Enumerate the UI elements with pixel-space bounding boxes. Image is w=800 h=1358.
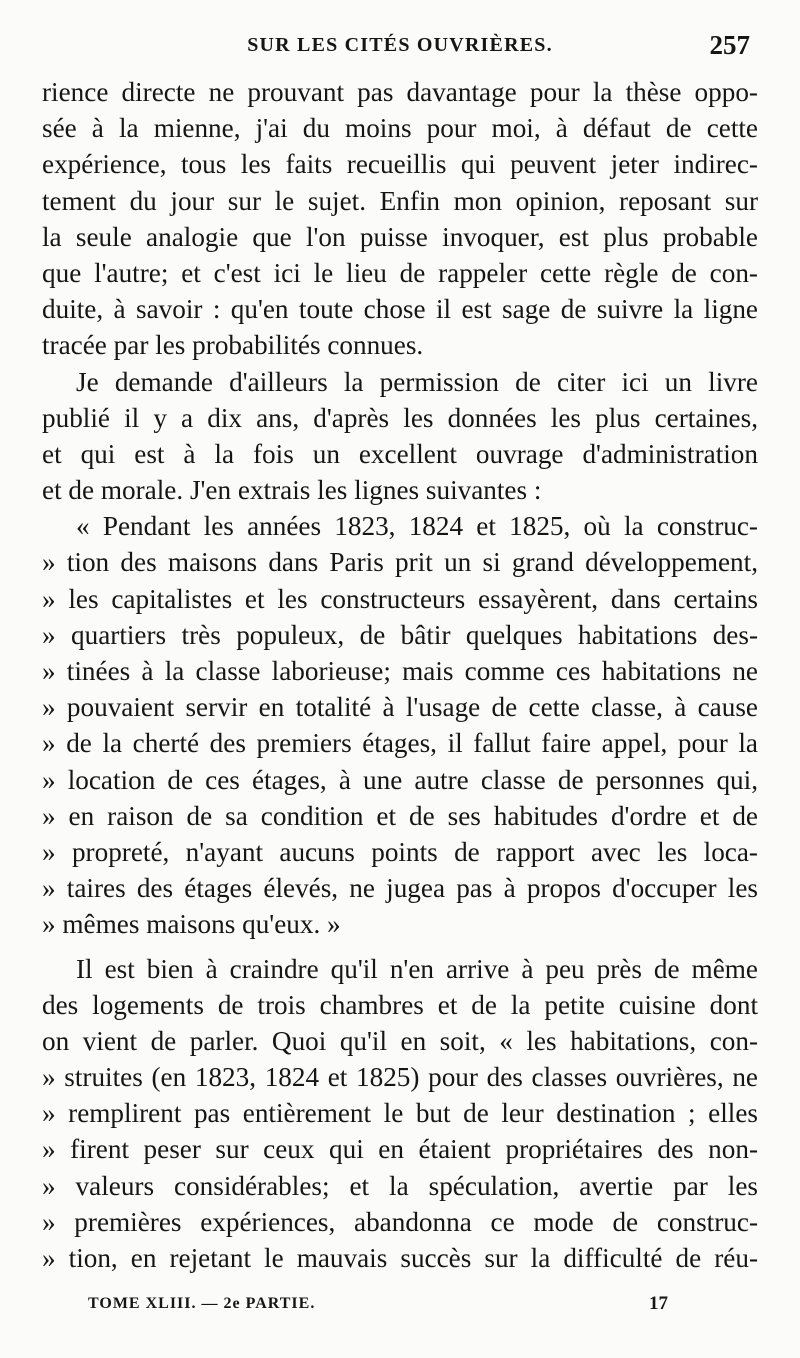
- running-title: SUR LES CITÉS OUVRIÈRES.: [247, 34, 553, 56]
- text-line: et de morale. J'en extrais les lignes suivantes :: [42, 475, 542, 506]
- text-line: et qui est à la fois un excellent ouvrage d'administration: [42, 438, 758, 469]
- text-line: expérience, tous les faits recueillis qui peuvent jeter indirec-: [42, 149, 758, 180]
- quote-line: « Pendant les années 1823, 1824 et 1825, où la construc-: [76, 511, 758, 542]
- text-line: Je demande d'ailleurs la permission de citer ici un livre: [76, 366, 758, 397]
- text-line: sée à la mienne, j'ai du moins pour moi, à défaut de cette: [42, 113, 758, 144]
- quote-line: » propreté, n'ayant aucuns points de rapport avec les loca-: [42, 836, 758, 867]
- text-line: duite, à savoir : qu'en toute chose il est sage de suivre la ligne: [42, 294, 758, 325]
- signature-number: 17: [649, 1293, 668, 1314]
- quote-line: » tion des maisons dans Paris prit un si grand développement,: [42, 547, 758, 578]
- quote-line: » de la cherté des premiers étages, il fallut faire appel, pour la: [42, 728, 758, 759]
- quote-line: » struites (en 1823, 1824 et 1825) pour des classes ouvrières, ne: [42, 1062, 758, 1093]
- text-line: Il est bien à craindre qu'il n'en arrive à peu près de même: [76, 953, 758, 984]
- quote-line: » location de ces étages, à une autre classe de personnes qui,: [42, 764, 758, 795]
- quote-line: » tion, en rejetant le mauvais succès sur la difficulté de réu-: [42, 1243, 758, 1273]
- quote-line: » premières expériences, abandonna ce mode de construc-: [42, 1206, 758, 1237]
- quote-line: » pouvaient servir en totalité à l'usage de cette classe, à cause: [42, 692, 758, 723]
- page-header: [0, 30, 800, 70]
- text-line: des logements de trois chambres et de la petite cuisine dont: [42, 989, 758, 1020]
- quote-line: » taires des étages élevés, ne jugea pas à propos d'occuper les: [42, 873, 758, 904]
- text-line: publié il y a dix ans, d'après les données les plus certaines,: [42, 402, 758, 433]
- quote-line: » les capitalistes et les constructeurs essayèrent, dans certains: [42, 583, 758, 614]
- body-text: [42, 74, 758, 1276]
- text-line: rience directe ne prouvant pas davantage pour la thèse oppo-: [42, 77, 758, 107]
- page-number: 257: [709, 30, 750, 60]
- text-line: la seule analogie que l'on puisse invoquer, est plus probable: [42, 221, 758, 252]
- quote-line: » firent peser sur ceux qui en étaient propriétaires des non-: [42, 1134, 758, 1165]
- text-line: on vient de parler. Quoi qu'il en soit, « les habitations, con-: [42, 1025, 758, 1056]
- text-line: tement du jour sur le sujet. Enfin mon opinion, reposant sur: [42, 185, 758, 216]
- quote-line: » mêmes maisons qu'eux. »: [42, 909, 341, 940]
- quote-line: » quartiers très populeux, de bâtir quelques habitations des-: [42, 619, 758, 650]
- quote-line: » remplirent pas entièrement le but de leur destination ; elles: [42, 1098, 758, 1129]
- text-line: que l'autre; et c'est ici le lieu de rappeler cette règle de con-: [42, 257, 758, 288]
- quote-line: » tinées à la classe laborieuse; mais comme ces habitations ne: [42, 656, 758, 686]
- paragraph-gap: [42, 943, 758, 951]
- quote-line: » en raison de sa condition et de ses habitudes d'ordre et de: [42, 800, 758, 831]
- volume-signature: TOME XLIII. — 2e PARTIE.: [88, 1295, 316, 1312]
- page-footer: [88, 1295, 668, 1325]
- quote-line: » valeurs considérables; et la spéculation, avertie par les: [42, 1170, 758, 1201]
- text-line: tracée par les probabilités connues.: [42, 330, 424, 361]
